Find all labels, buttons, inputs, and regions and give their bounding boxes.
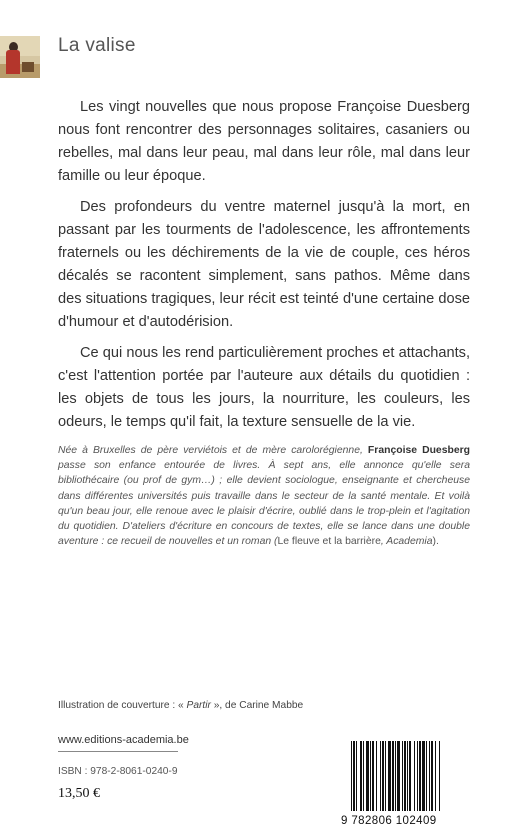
credit-suffix: », de Carine Mabbe bbox=[210, 700, 304, 711]
barcode-bar bbox=[431, 741, 433, 811]
bio-novel-title: Le fleuve et la barrière bbox=[277, 536, 381, 548]
barcode-bar bbox=[422, 741, 425, 811]
barcode-bar bbox=[360, 741, 362, 811]
barcode-bar bbox=[409, 741, 411, 811]
author-bio bbox=[58, 443, 470, 549]
bio-text-end: ). bbox=[432, 536, 439, 548]
barcode-bar bbox=[397, 741, 400, 811]
barcode-bar bbox=[417, 741, 418, 811]
barcode-bar bbox=[353, 741, 355, 811]
isbn-barcode bbox=[341, 737, 470, 827]
barcode-bar bbox=[372, 741, 374, 811]
blurb-paragraph-2: Des profondeurs du ventre maternel jusqu'à la mort, en passant par les tourments de l'adolescence, les affrontements fraternels ou les déchirements de la vie de couple, ces héros décalés se racontent simplement, sans pathos. Même dans des situations tragiques, leur récit est teinté d'une certaine dose d'humour et d'autodérision. bbox=[58, 199, 470, 330]
credit-prefix: Illustration de couverture : « bbox=[58, 700, 187, 711]
blurb-paragraph-1: Les vingt nouvelles que nous propose Françoise Duesberg nous font rencontrer des personnages solitaires, casaniers ou rebelles, mal dans leur peau, mal dans leur rôle, mal dans leur famille ou leur époque. bbox=[58, 99, 470, 184]
credit-work-title: Partir bbox=[186, 700, 211, 711]
website-divider bbox=[58, 751, 178, 752]
barcode-bar bbox=[435, 741, 436, 811]
barcode-bar bbox=[380, 741, 381, 811]
barcode-bar bbox=[404, 741, 406, 811]
bio-text-start: Née à Bruxelles de père verviétois et de mère carolorégienne, bbox=[58, 445, 368, 456]
back-cover-blurb bbox=[58, 96, 470, 442]
barcode-bar bbox=[363, 741, 364, 811]
barcode-bar bbox=[376, 741, 377, 811]
barcode-bar bbox=[429, 741, 430, 811]
book-title: La valise bbox=[58, 35, 136, 56]
barcode-bar bbox=[426, 741, 427, 811]
blurb-paragraph-3: Ce qui nous les rend particulièrement proches et attachants, c'est l'attention portée par l'auteure aux détails du quotidien : les objets de tous les jours, la nourriture, les couleurs, les odeurs, le temps qu'il fait, la texture sensuelle de la vie. bbox=[58, 345, 470, 430]
barcode-bar bbox=[370, 741, 371, 811]
barcode-digits: 9 782806 102409 bbox=[341, 815, 437, 827]
barcode-bar bbox=[414, 741, 415, 811]
barcode-bar bbox=[439, 741, 440, 811]
barcode-bar bbox=[385, 741, 386, 811]
publisher-website: www.editions-academia.be bbox=[58, 734, 189, 746]
barcode-bar bbox=[366, 741, 369, 811]
barcode-bar bbox=[351, 741, 352, 811]
bio-author-name: Françoise Duesberg bbox=[367, 445, 470, 456]
bio-publisher: Academia bbox=[386, 536, 433, 548]
illustration-credit bbox=[58, 700, 303, 711]
bio-separator: , bbox=[380, 536, 387, 548]
barcode-bar bbox=[388, 741, 391, 811]
barcode-bar bbox=[392, 741, 394, 811]
barcode-bar bbox=[356, 741, 357, 811]
book-price: 13,50 € bbox=[58, 786, 100, 801]
cover-illustration-thumbnail bbox=[0, 36, 40, 78]
isbn-number: ISBN : 978-2-8061-0240-9 bbox=[58, 766, 178, 777]
barcode-bar bbox=[395, 741, 396, 811]
barcode-bars bbox=[351, 741, 467, 811]
barcode-bar bbox=[419, 741, 421, 811]
barcode-bar bbox=[407, 741, 408, 811]
bio-text-middle: passe son enfance entourée de livres. À sept ans, elle annonce qu'elle sera bibliothécaire (ou prof de gym…) ; elle devient sociologue, enseignante et chercheuse dans différentes universités puis travaille dans le secteur de la santé mentale. Et voilà qu'un beau jour, elle renoue avec le plaisir d'écrire, oublié dans le trop-plein et l'agitation du quotidien. D'ateliers d'écriture en concours de textes, elle se lance dans une double aventure : ce recueil de nouvelles et un roman ( bbox=[58, 460, 470, 548]
barcode-bar bbox=[402, 741, 403, 811]
barcode-bar bbox=[382, 741, 384, 811]
